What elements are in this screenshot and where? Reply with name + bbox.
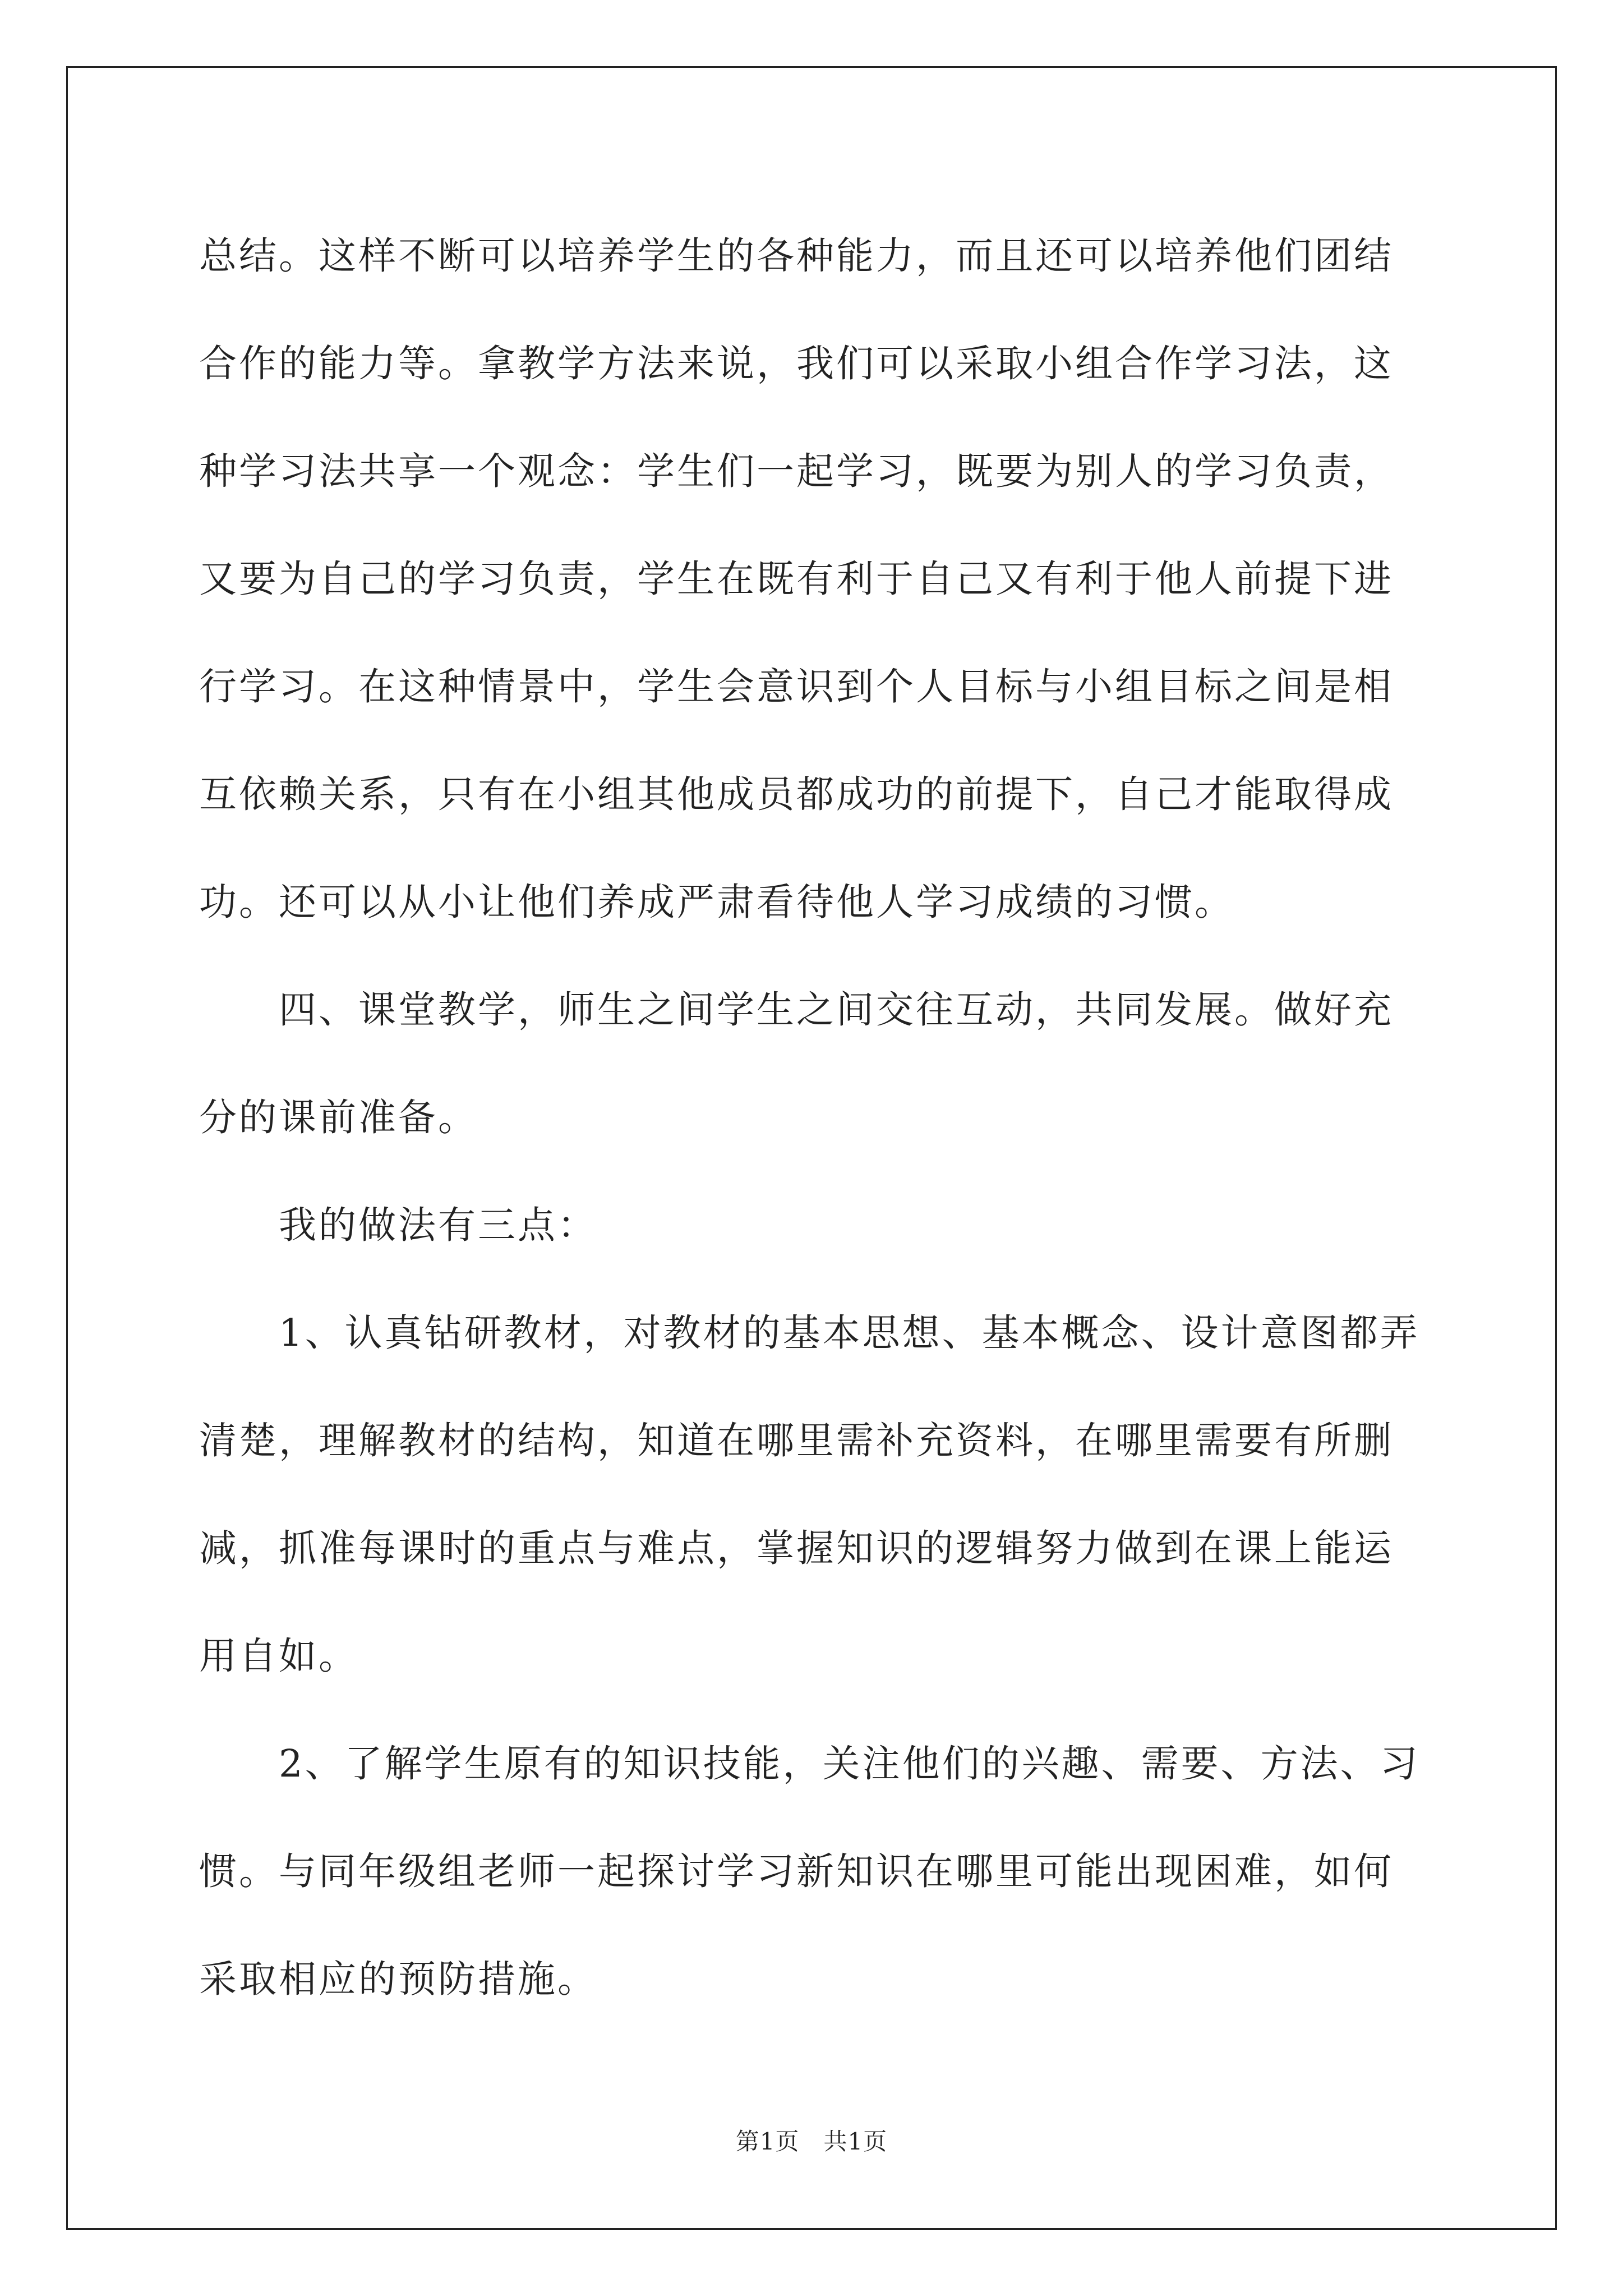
text-line: 合作的能力等。拿教学方法来说，我们可以采取小组合作学习法，这 — [199, 342, 1394, 385]
document-body — [199, 202, 1427, 2033]
text-line: 又要为自己的学习负责，学生在既有利于自己又有利于他人前提下进 — [199, 557, 1394, 601]
paragraph-start-line: 2、了解学生原有的知识技能，关注他们的兴趣、需要、方法、习 — [279, 1742, 1420, 1786]
paragraph-start-line: 四、课堂教学，师生之间学生之间交往互动，共同发展。做好充 — [279, 988, 1394, 1032]
page-number: 第1页 — [735, 2128, 800, 2155]
text-line: 清楚，理解教材的结构，知道在哪里需补充资料，在哪里需要有所删 — [199, 1419, 1394, 1462]
paragraph-start-line: 1、认真钻研教材，对教材的基本思想、基本概念、设计意图都弄 — [279, 1311, 1420, 1355]
text-line: 功。还可以从小让他们养成严肃看待他人学习成绩的习惯。 — [199, 880, 1234, 924]
text-line: 惯。与同年级组老师一起探讨学习新知识在哪里可能出现困难，如何 — [199, 1849, 1394, 1893]
text-line: 分的课前准备。 — [199, 1096, 478, 1139]
text-line: 互依赖关系，只有在小组其他成员都成功的前提下，自己才能取得成 — [199, 772, 1394, 816]
paragraph-start-line: 我的做法有三点： — [279, 1203, 597, 1247]
text-line: 采取相应的预防措施。 — [199, 1957, 597, 2001]
text-line: 用自如。 — [199, 1634, 358, 1678]
text-line: 减，抓准每课时的重点与难点，掌握知识的逻辑努力做到在课上能运 — [199, 1526, 1394, 1570]
page-footer — [0, 2123, 1623, 2157]
text-line: 种学习法共享一个观念：学生们一起学习，既要为别人的学习负责， — [199, 449, 1394, 493]
text-line: 行学习。在这种情景中，学生会意识到个人目标与小组目标之间是相 — [199, 665, 1394, 708]
page-total: 共1页 — [823, 2128, 888, 2155]
text-line: 总结。这样不断可以培养学生的各种能力，而且还可以培养他们团结 — [199, 234, 1394, 278]
